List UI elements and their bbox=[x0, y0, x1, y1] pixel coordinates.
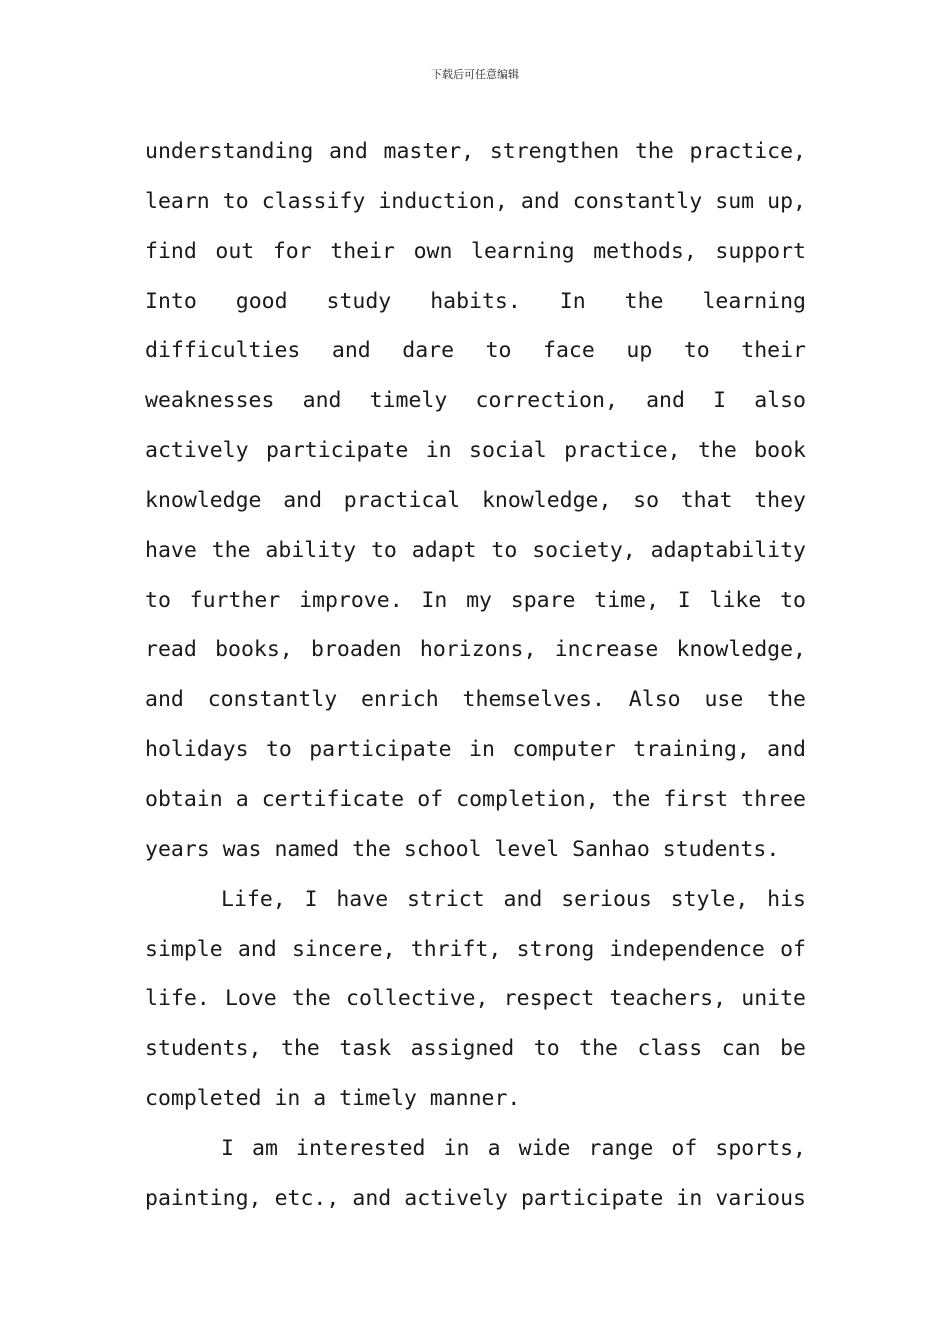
text-line: actively participate in social practice, the book bbox=[145, 438, 806, 464]
text-line: Into good study habits. In the learning bbox=[145, 288, 806, 314]
text-line: painting, etc., and actively participate in various bbox=[145, 1185, 806, 1211]
text-line: students, the task assigned to the class can be bbox=[145, 1036, 806, 1062]
text-line: and constantly enrich themselves. Also use the bbox=[145, 687, 806, 713]
text-line: life. Love the collective, respect teachers, unite bbox=[145, 986, 806, 1012]
paragraph-last-line: years was named the school level Sanhao students. bbox=[145, 836, 780, 862]
text-line: find out for their own learning methods, support bbox=[145, 238, 806, 264]
text-line: holidays to participate in computer training, and bbox=[145, 737, 806, 763]
page-header-note: 下载后可任意编辑 bbox=[431, 68, 519, 81]
text-line: have the ability to adapt to society, adaptability bbox=[145, 537, 806, 563]
paragraph-first-line: Life, I have strict and serious style, his bbox=[221, 886, 806, 912]
text-line: knowledge and practical knowledge, so that they bbox=[145, 487, 806, 513]
text-line: weaknesses and timely correction, and I also bbox=[145, 388, 806, 414]
text-line: understanding and master, strengthen the practice, bbox=[145, 139, 806, 164]
text-line: learn to classify induction, and constantly sum up, bbox=[145, 188, 806, 214]
paragraph-last-line: completed in a timely manner. bbox=[145, 1086, 521, 1112]
text-line: simple and sincere, thrift, strong independence of bbox=[145, 936, 806, 962]
text-line: difficulties and dare to face up to their bbox=[145, 338, 806, 364]
paragraph-first-line: I am interested in a wide range of sports, bbox=[221, 1135, 806, 1161]
document-body bbox=[145, 127, 806, 1224]
text-line: to further improve. In my spare time, I like to bbox=[145, 587, 806, 613]
text-line: read books, broaden horizons, increase knowledge, bbox=[145, 637, 806, 663]
text-line: obtain a certificate of completion, the first three bbox=[145, 786, 806, 812]
